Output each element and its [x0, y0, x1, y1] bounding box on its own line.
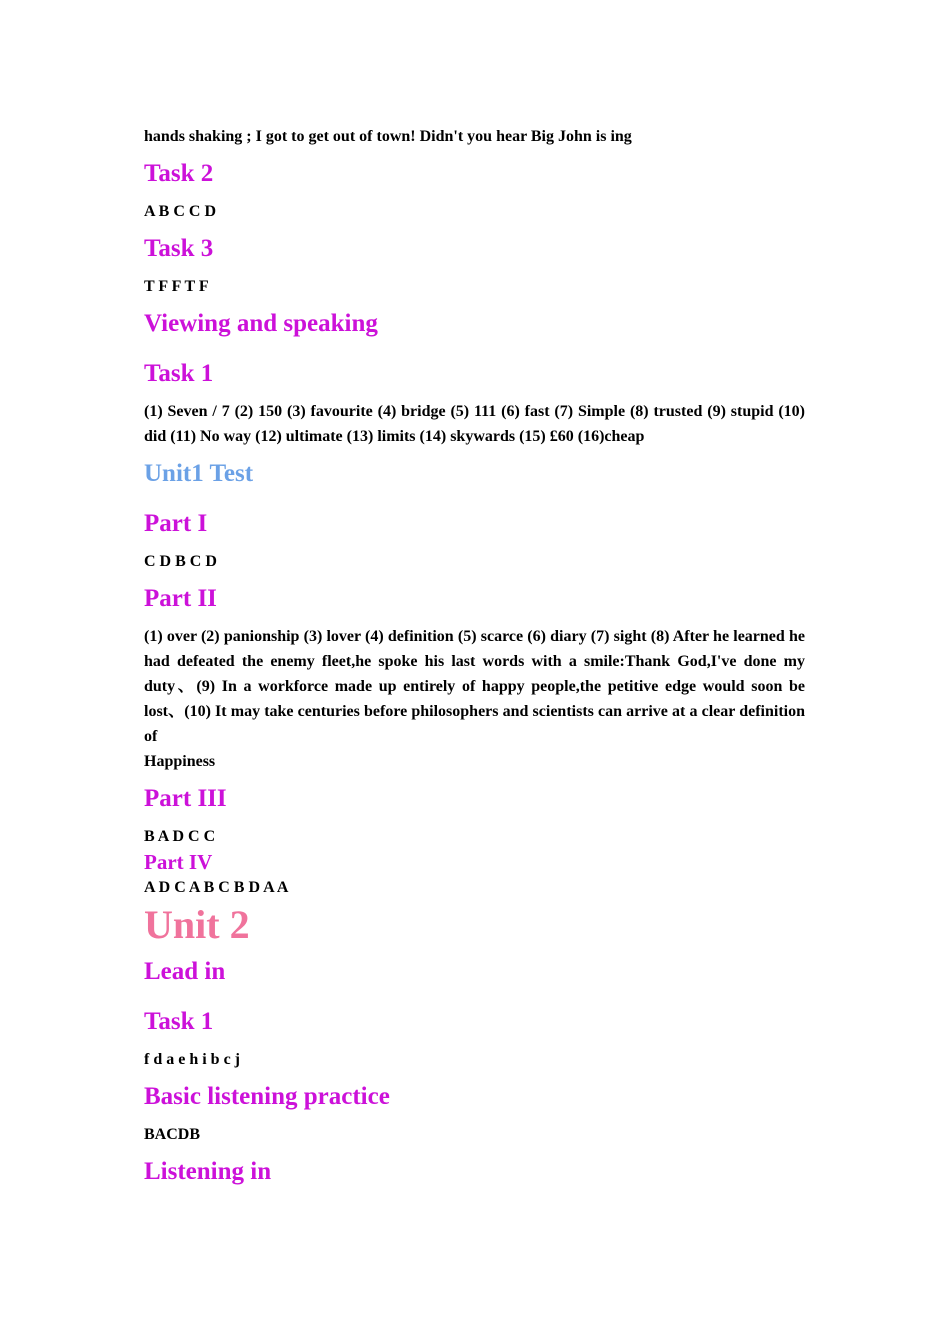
- answer-text: C D B C D: [144, 553, 217, 570]
- section-heading-part-3: Part III: [144, 785, 227, 812]
- section-heading-listening-in: Listening in: [144, 1158, 272, 1185]
- section-heading-lead-in: Lead in: [144, 958, 226, 985]
- section-heading-part-2: Part II: [144, 585, 217, 612]
- section-heading-task-1: Task 1: [144, 1008, 214, 1035]
- answer-text: BACDB: [144, 1126, 201, 1143]
- section-heading-task-2: Task 2: [144, 160, 214, 187]
- section-heading-task-1: Task 1: [144, 360, 214, 387]
- answer-text: (1) over (2) panionship (3) lover (4) definition (5) scarce (6) diary (7) sight (8) After he learned he had defeated the enemy fleet,he spoke his last words with a smile:Thank God,I've done my duty、(9) In a workforce made up entirely of happy people,the petitive edge would soon be lost、(10) It may take centuries before philosophers and scientists can arrive at a clear definition of: [144, 628, 805, 745]
- answer-text: B A D C C: [144, 828, 216, 845]
- unit1-test-heading: Unit1 Test: [144, 460, 254, 487]
- answer-text: T F F T F: [144, 278, 209, 295]
- answer-text: A D C A B C B D A A: [144, 879, 289, 896]
- document-content: [144, 124, 805, 1187]
- section-heading-task-3: Task 3: [144, 235, 214, 262]
- section-heading-part-1: Part I: [144, 510, 208, 537]
- answer-text: f d a e h i b c j: [144, 1051, 240, 1068]
- section-heading-part-4: Part IV: [144, 850, 213, 874]
- answer-text: hands shaking ; I got to get out of town! Didn't you hear Big John is ing: [144, 128, 632, 145]
- answer-text: Happiness: [144, 753, 216, 770]
- section-heading-basic-listening-practice: Basic listening practice: [144, 1083, 390, 1110]
- unit-2-heading: Unit 2: [144, 902, 250, 947]
- section-heading-viewing-and-speaking: Viewing and speaking: [144, 310, 378, 337]
- answer-text: (1) Seven / 7 (2) 150 (3) favourite (4) bridge (5) 111 (6) fast (7) Simple (8) trusted (9) stupid (10) did (11) No way (12) ultimate (13) limits (14) skywards (15) £60 (16)cheap: [144, 403, 805, 445]
- answer-text: A B C C D: [144, 203, 217, 220]
